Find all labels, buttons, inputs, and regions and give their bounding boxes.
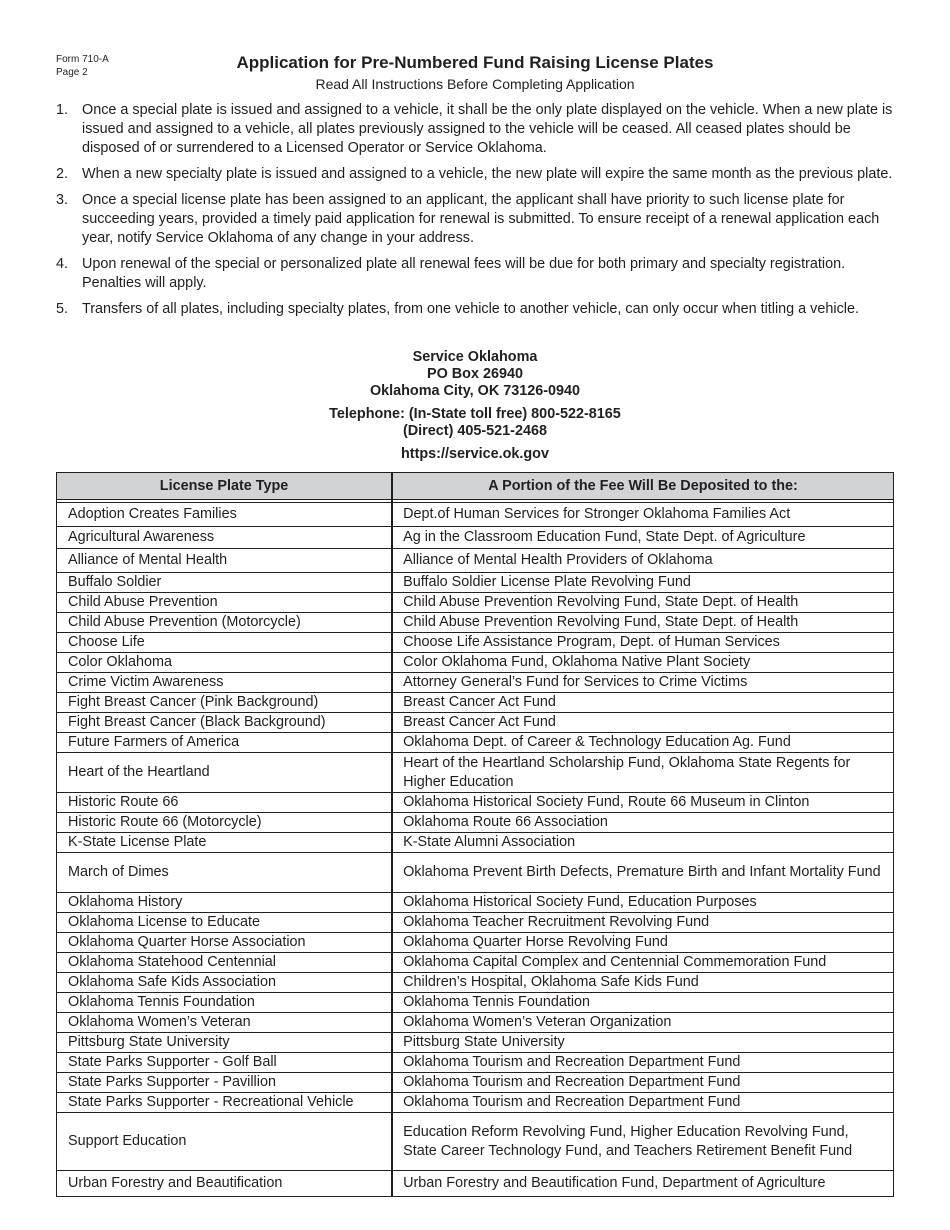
table-row [57, 893, 894, 913]
table-row [57, 673, 894, 693]
fee-destination-cell: Color Oklahoma Fund, Oklahoma Native Plant Society [392, 653, 893, 673]
instruction-text: Transfers of all plates, including specialty plates, from one vehicle to another vehicle, can only occur when titling a vehicle. [82, 301, 859, 317]
table-row [57, 1073, 894, 1093]
fee-destination-cell: Alliance of Mental Health Providers of Oklahoma [392, 549, 893, 573]
po-box: PO Box 26940 [427, 366, 523, 382]
table-row [57, 503, 894, 527]
agency-name: Service Oklahoma [412, 349, 538, 365]
table-row [57, 1033, 894, 1053]
fee-destination-cell: Dept.of Human Services for Stronger Oklahoma Families Act [392, 503, 893, 527]
instruction-text: Once a special plate is issued and assigned to a vehicle, it shall be the only plate displayed on the vehicle. When a new plate is issued and assigned to a vehicle, all plates previously assigned to the vehicle will be ceased. All ceased plates should be disposed of or surrendered to a Licensed Operator or Service Oklahoma. [82, 102, 893, 156]
plate-type-cell: Historic Route 66 (Motorcycle) [57, 813, 393, 833]
plate-type-cell: Child Abuse Prevention [57, 593, 393, 613]
table-row [57, 573, 894, 593]
plate-type-cell: Pittsburg State University [57, 1033, 393, 1053]
table-row [57, 593, 894, 613]
table-row [57, 993, 894, 1013]
fee-destination-cell: Oklahoma Dept. of Career & Technology Education Ag. Fund [392, 733, 893, 753]
plate-type-cell: Oklahoma Statehood Centennial [57, 953, 393, 973]
header-fee-destination: A Portion of the Fee Will Be Deposited to the: [392, 473, 893, 500]
plate-type-cell: State Parks Supporter - Pavillion [57, 1073, 393, 1093]
fee-destination-cell: Ag in the Classroom Education Fund, State Dept. of Agriculture [392, 527, 893, 549]
fee-destination-cell: Child Abuse Prevention Revolving Fund, State Dept. of Health [392, 593, 893, 613]
telephone-direct: (Direct) 405-521-2468 [403, 423, 547, 439]
fee-destination-cell: Oklahoma Tourism and Recreation Department Fund [392, 1093, 893, 1113]
table-row [57, 793, 894, 813]
city-address: Oklahoma City, OK 73126-0940 [369, 383, 581, 399]
fee-destination-cell: Choose Life Assistance Program, Dept. of Human Services [392, 633, 893, 653]
fee-destination-cell: Breast Cancer Act Fund [392, 693, 893, 713]
plate-type-cell: Adoption Creates Families [57, 503, 393, 527]
table-row [57, 713, 894, 733]
table-row [57, 913, 894, 933]
table-row [57, 813, 894, 833]
plate-type-cell: Fight Breast Cancer (Black Background) [57, 713, 393, 733]
fee-destination-cell: Oklahoma Women’s Veteran Organization [392, 1013, 893, 1033]
fee-destination-cell: Oklahoma Capital Complex and Centennial Commemoration Fund [392, 953, 893, 973]
table-row [57, 1113, 894, 1171]
plate-type-cell: Choose Life [57, 633, 393, 653]
table-row [57, 1013, 894, 1033]
fee-destination-cell: Oklahoma Route 66 Association [392, 813, 893, 833]
table-header-row [57, 473, 894, 500]
table-body [57, 500, 894, 1197]
table-row [57, 853, 894, 893]
plate-type-cell: K-State License Plate [57, 833, 393, 853]
contact-block [0, 349, 950, 463]
plate-type-cell: Future Farmers of America [57, 733, 393, 753]
table-row [57, 733, 894, 753]
fee-destination-cell: Oklahoma Historical Society Fund, Route 66 Museum in Clinton [392, 793, 893, 813]
plate-type-cell: Fight Breast Cancer (Pink Background) [57, 693, 393, 713]
fee-destination-cell: Heart of the Heartland Scholarship Fund, Oklahoma State Regents for Higher Education [392, 753, 893, 793]
license-plate-table [56, 472, 894, 1197]
fee-destination-cell: Oklahoma Quarter Horse Revolving Fund [392, 933, 893, 953]
plate-type-cell: State Parks Supporter - Golf Ball [57, 1053, 393, 1073]
fee-destination-cell: Pittsburg State University [392, 1033, 893, 1053]
table-row [57, 527, 894, 549]
table-row [57, 633, 894, 653]
table-row [57, 953, 894, 973]
table-row [57, 933, 894, 953]
plate-type-cell: Color Oklahoma [57, 653, 393, 673]
table-row [57, 833, 894, 853]
fee-destination-cell: K-State Alumni Association [392, 833, 893, 853]
header-plate-type: License Plate Type [57, 473, 393, 500]
page-subtitle: Read All Instructions Before Completing Application [315, 76, 635, 92]
instructions-list [56, 101, 896, 326]
plate-type-cell: Oklahoma License to Educate [57, 913, 393, 933]
plate-type-cell: March of Dimes [57, 853, 393, 893]
plate-type-cell: Oklahoma History [57, 893, 393, 913]
telephone-tollfree: Telephone: (In-State toll free) 800-522-8165 [329, 406, 621, 422]
page-title: Application for Pre-Numbered Fund Raising License Plates [236, 53, 714, 72]
plate-type-cell: Oklahoma Women’s Veteran [57, 1013, 393, 1033]
fee-destination-cell: Children’s Hospital, Oklahoma Safe Kids Fund [392, 973, 893, 993]
table-row [57, 693, 894, 713]
plate-type-cell: Crime Victim Awareness [57, 673, 393, 693]
fee-destination-cell: Oklahoma Prevent Birth Defects, Premature Birth and Infant Mortality Fund [392, 853, 893, 893]
plate-type-cell: State Parks Supporter - Recreational Vehicle [57, 1093, 393, 1113]
fee-destination-cell: Oklahoma Tourism and Recreation Department Fund [392, 1053, 893, 1073]
instruction-number: 3. [56, 192, 69, 208]
plate-type-cell: Child Abuse Prevention (Motorcycle) [57, 613, 393, 633]
instruction-text: Upon renewal of the special or personalized plate all renewal fees will be due for both primary and specialty registration. Penalties will apply. [82, 256, 846, 291]
table-row [57, 1171, 894, 1197]
table-row [57, 1053, 894, 1073]
instruction-text: Once a special license plate has been assigned to an applicant, the applicant shall have priority to such license plate for succeeding years, provided a timely paid application for renewal is submitted. To ensure receipt of a renewal application each year, notify Service Oklahoma of any change in your address. [82, 192, 880, 246]
instruction-number: 5. [56, 301, 69, 317]
plate-type-cell: Oklahoma Safe Kids Association [57, 973, 393, 993]
instruction-item [56, 255, 896, 293]
instruction-number: 4. [56, 256, 69, 272]
instruction-text: When a new specialty plate is issued and assigned to a vehicle, the new plate will expire the same month as the previous plate. [82, 166, 893, 182]
plate-type-cell: Historic Route 66 [57, 793, 393, 813]
plate-type-cell: Oklahoma Tennis Foundation [57, 993, 393, 1013]
table-row [57, 753, 894, 793]
plate-type-cell: Heart of the Heartland [57, 753, 393, 793]
instruction-number: 1. [56, 102, 69, 118]
page-number: Page 2 [56, 67, 88, 78]
plate-type-cell: Support Education [57, 1113, 393, 1171]
table-row [57, 1093, 894, 1113]
fee-destination-cell: Urban Forestry and Beautification Fund, Department of Agriculture [392, 1171, 893, 1197]
table-row [57, 549, 894, 573]
table-row [57, 973, 894, 993]
plate-type-cell: Alliance of Mental Health [57, 549, 393, 573]
fee-destination-cell: Breast Cancer Act Fund [392, 713, 893, 733]
fee-destination-cell: Oklahoma Tennis Foundation [392, 993, 893, 1013]
table-row [57, 653, 894, 673]
fee-destination-cell: Buffalo Soldier License Plate Revolving Fund [392, 573, 893, 593]
website-link[interactable]: https://service.ok.gov [401, 446, 549, 462]
table-row [57, 613, 894, 633]
instruction-item [56, 101, 896, 158]
fee-destination-cell: Attorney General’s Fund for Services to Crime Victims [392, 673, 893, 693]
plate-type-cell: Agricultural Awareness [57, 527, 393, 549]
fee-destination-cell: Oklahoma Historical Society Fund, Education Purposes [392, 893, 893, 913]
form-number: Form 710-A [56, 54, 109, 65]
instruction-number: 2. [56, 166, 69, 182]
fee-destination-cell: Education Reform Revolving Fund, Higher Education Revolving Fund, State Career Technology Fund, and Teachers Retirement Benefit Fund [392, 1113, 893, 1171]
instruction-item [56, 191, 896, 248]
fee-destination-cell: Oklahoma Teacher Recruitment Revolving Fund [392, 913, 893, 933]
plate-type-cell: Urban Forestry and Beautification [57, 1171, 393, 1197]
fee-destination-cell: Oklahoma Tourism and Recreation Department Fund [392, 1073, 893, 1093]
fee-destination-cell: Child Abuse Prevention Revolving Fund, State Dept. of Health [392, 613, 893, 633]
plate-type-cell: Buffalo Soldier [57, 573, 393, 593]
instruction-item [56, 300, 896, 319]
plate-type-cell: Oklahoma Quarter Horse Association [57, 933, 393, 953]
instruction-item [56, 165, 896, 184]
